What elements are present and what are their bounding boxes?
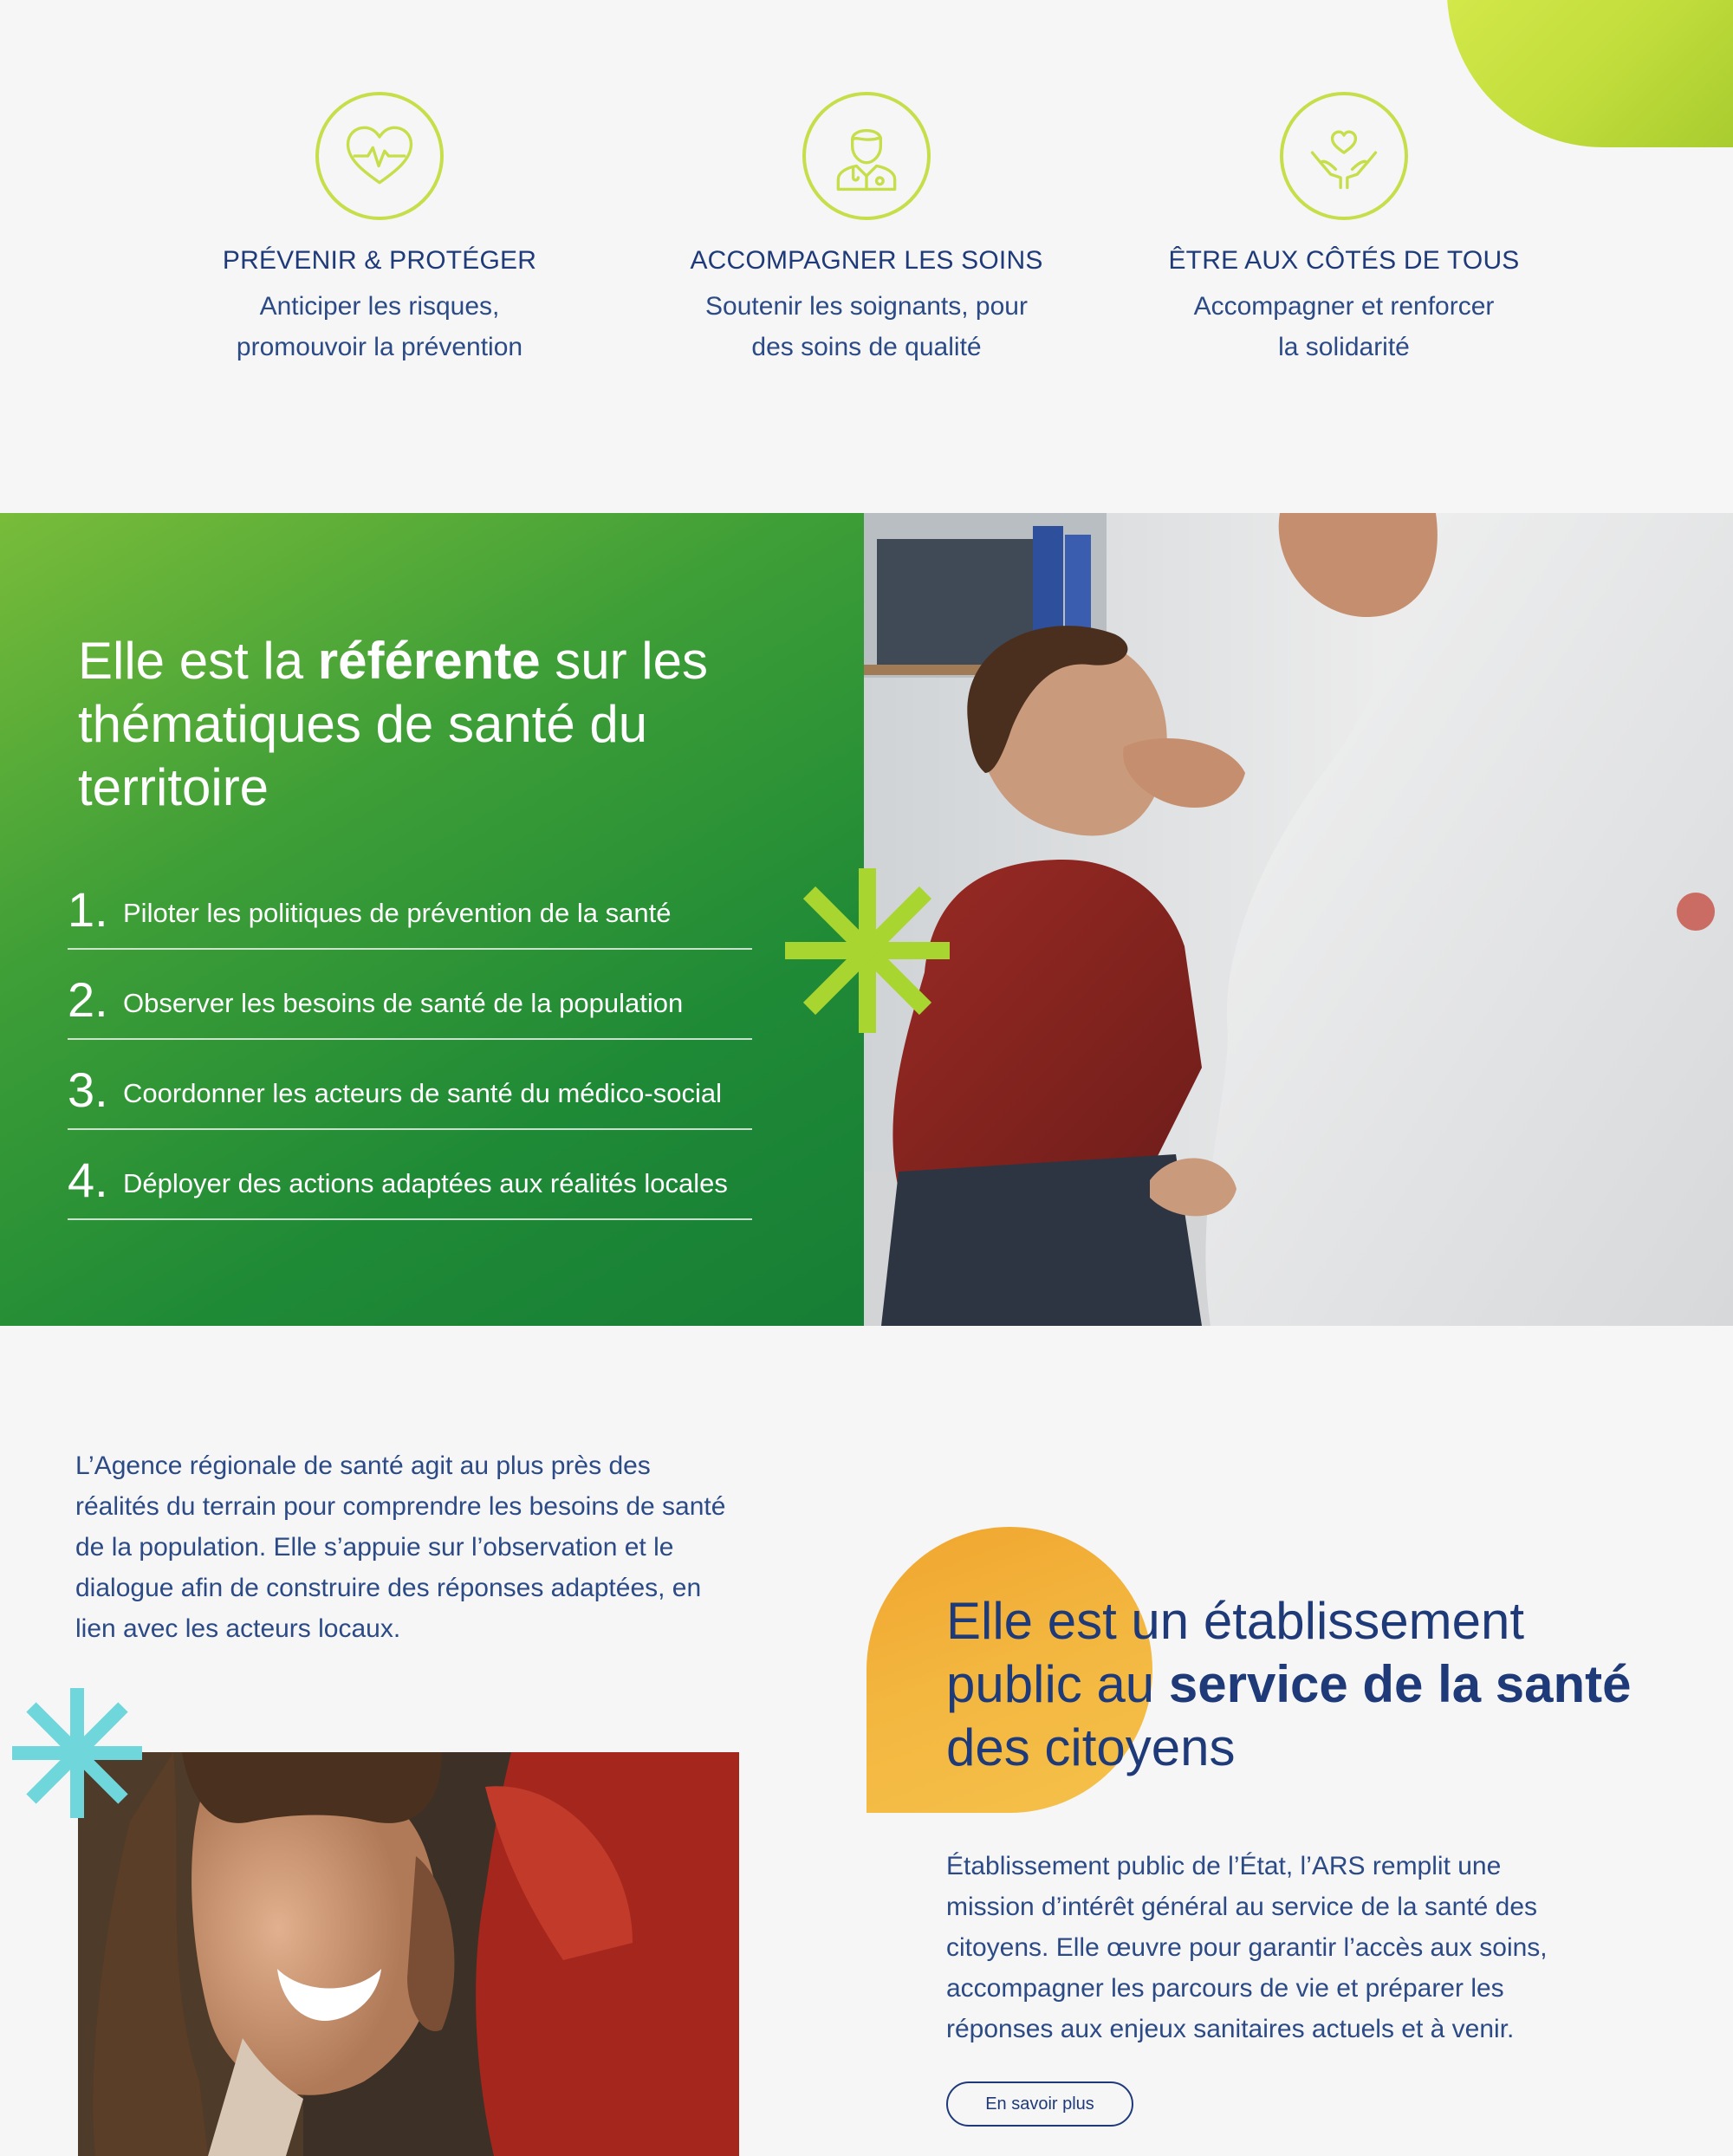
item-text: Piloter les politiques de prévention de la santé — [123, 898, 672, 928]
smiling-women-photo — [78, 1752, 739, 2156]
feature-title: ÊTRE AUX CÔTÉS DE TOUS — [1168, 246, 1520, 275]
referente-section — [0, 513, 864, 1326]
item-text: Observer les besoins de santé de la population — [123, 988, 684, 1018]
item-number: 1. — [68, 882, 108, 937]
item-number: 3. — [68, 1062, 108, 1117]
title-emphasis: service de la santé — [1168, 1655, 1632, 1713]
features-section — [0, 92, 1733, 378]
title-emphasis: référente — [317, 632, 541, 690]
feature-line: Accompagner et renforcer — [1193, 292, 1495, 321]
feature-line: la solidarité — [1278, 333, 1410, 361]
feature-line: des soins de qualité — [751, 333, 982, 361]
list-item — [68, 1040, 752, 1130]
title-part: Elle est un établissement public au — [946, 1592, 1525, 1713]
feature-line: promouvoir la prévention — [236, 333, 523, 361]
feature-title: ACCOMPAGNER LES SOINS — [690, 246, 1043, 275]
feature-description — [1171, 286, 1517, 367]
item-text: Coordonner les acteurs de santé du médico-social — [123, 1078, 722, 1108]
title-part: sur les thématiques de santé du territoire — [78, 632, 708, 816]
feature-soins — [641, 92, 1092, 367]
doctor-icon — [802, 92, 931, 220]
asterisk-decoration-green — [785, 868, 950, 1033]
list-item — [68, 950, 752, 1040]
mission-list — [68, 860, 752, 1220]
feature-line: Soutenir les soignants, pour — [705, 292, 1028, 321]
title-part: des citoyens — [946, 1718, 1236, 1776]
feature-solidarite — [1119, 92, 1569, 367]
public-service-title — [946, 1589, 1639, 1779]
hands-heart-icon — [1280, 92, 1408, 220]
learn-more-button[interactable]: En savoir plus — [946, 2081, 1133, 2127]
intro-paragraph: L’Agence régionale de santé agit au plus près des réalités du terrain pour comprendre les besoins de santé de la population. Elle s’appuie sur l’observation et le dialogue afin de construire des réponses adaptées, en lien avec les acteurs locaux. — [75, 1451, 726, 1643]
title-part: Elle est la — [78, 632, 318, 690]
feature-description — [206, 286, 553, 367]
public-service-paragraph: Établissement public de l’État, l’ARS remplit une mission d’intérêt général au service de la santé des citoyens. Elle œuvre pour garantir l’accès aux soins, accompagner les parcours de vie et préparer les réponses aux enjeux sanitaires actuels et à venir. — [946, 1852, 1548, 2043]
feature-line: Anticiper les risques, — [259, 292, 500, 321]
feature-description — [693, 286, 1040, 367]
doctor-child-photo — [864, 513, 1733, 1326]
list-item — [68, 860, 752, 950]
item-number: 4. — [68, 1153, 108, 1207]
feature-prevenir — [154, 92, 605, 367]
item-text: Déployer des actions adaptées aux réalités locales — [123, 1168, 728, 1198]
feature-title: PRÉVENIR & PROTÉGER — [222, 246, 537, 275]
list-item — [68, 1130, 752, 1220]
asterisk-decoration-cyan — [12, 1688, 142, 1818]
heart-pulse-icon — [315, 92, 444, 220]
item-number: 2. — [68, 972, 108, 1027]
referente-title — [78, 629, 771, 819]
